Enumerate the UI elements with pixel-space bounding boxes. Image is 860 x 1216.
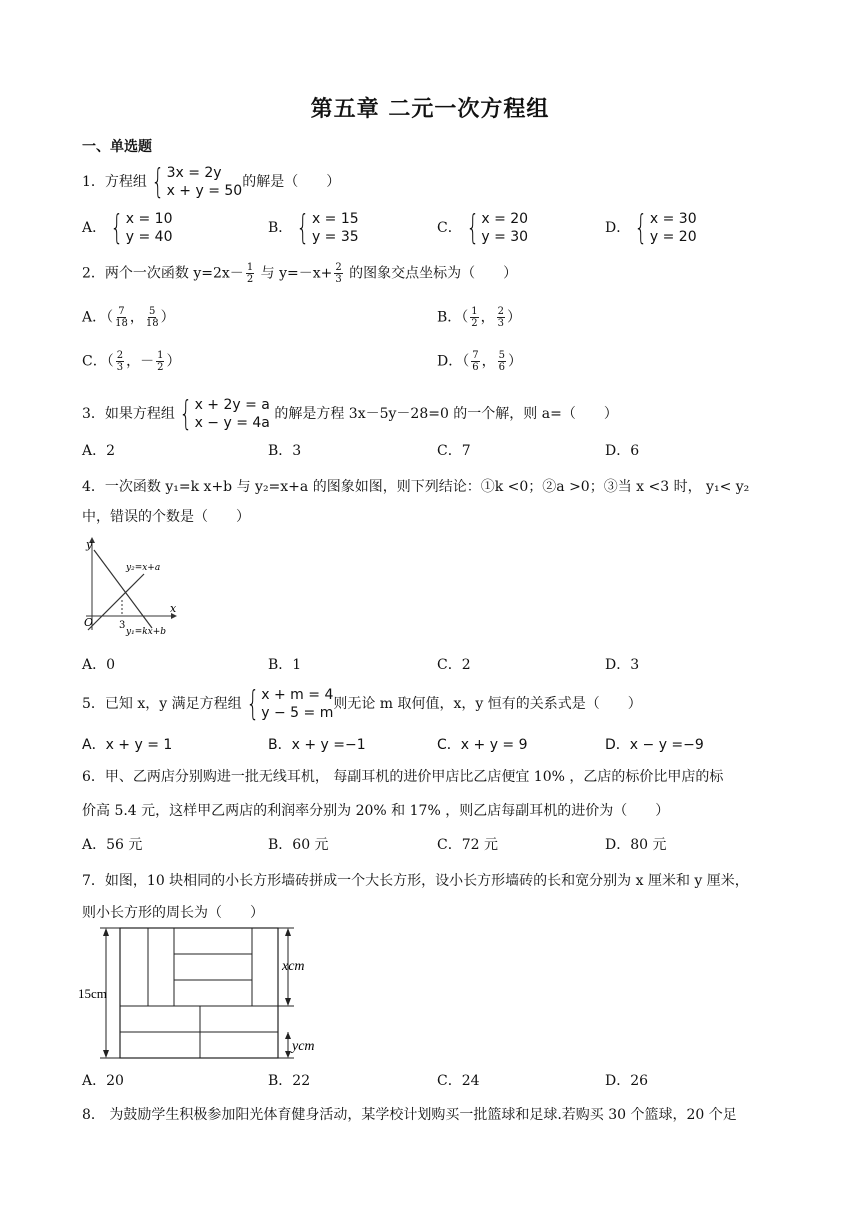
q3-option-b: B．3 — [268, 443, 302, 459]
q2-option-c: C．（ $\frac{2}{3}$ ，－ $\frac{1}{2}$ ） — [82, 350, 181, 373]
q2-option-d: D．（ $\frac{7}{6}$ ， $\frac{5}{6}$ ） — [437, 350, 522, 373]
q7-option-d: D．26 — [605, 1073, 649, 1089]
q4-option-d: D．3 — [605, 657, 640, 673]
q4-option-b: B．1 — [268, 657, 302, 673]
q6-option-a: A．56 元 — [82, 837, 143, 853]
q1-option-c: C． { x = 20 y = 30 — [437, 208, 529, 248]
q4-function-graph — [82, 534, 182, 638]
q7-brick-figure — [78, 926, 328, 1060]
section-heading: 一、单选题 — [82, 139, 152, 155]
q1-suffix: 的解是（ ） — [242, 174, 341, 190]
question-6-line2: 价高 5.4 元，这样甲乙两店的利润率分别为 20% 和 17% ，则乙店每副耳机的进价为（ ） — [82, 803, 670, 819]
question-6-line1: 6．甲、乙两店分别购进一批无线耳机， 每副耳机的进价甲店比乙店便宜 10% ，乙店的标价比甲店的标 — [82, 769, 724, 785]
graph-x-label: x — [170, 602, 177, 615]
q5-option-b: B．x + y =−1 — [268, 737, 366, 753]
question-7-line1: 7．如图，10 块相同的小长方形墙砖拼成一个大长方形，设小长方形墙砖的长和宽分别为 x 厘米和 y 厘米， — [82, 873, 749, 889]
graph-line-y2-label: y₂=x+a — [126, 563, 161, 573]
q5-option-d: D．x − y =−9 — [605, 737, 704, 753]
graph-tick-3: 3 — [119, 620, 126, 631]
q1-prefix: 1．方程组 — [82, 174, 147, 190]
q4-option-c: C．2 — [437, 657, 471, 673]
q3-option-c: C．7 — [437, 443, 471, 459]
q5-option-c: C．x + y = 9 — [437, 737, 528, 753]
question-3: 3．如果方程组 { x + 2y = a x − y = 4a 的解是方程 3x－5y－28=0 的一个解，则 a=（ ） — [82, 394, 618, 434]
q6-option-b: B．60 元 — [268, 837, 329, 853]
q7-option-b: B．22 — [268, 1073, 311, 1089]
q1-option-d: D． { x = 30 y = 20 — [605, 208, 697, 248]
q3-option-d: D．6 — [605, 443, 640, 459]
figure-height-label: 15cm — [78, 986, 107, 1001]
q1-option-a: A． { x = 10 y = 40 — [82, 208, 173, 248]
question-2: 2．两个一次函数 y=2x－ $\frac{1}{2}$ 与 y=－x+ $\frac{2}{3}$ 的图象交点坐标为（ ） — [82, 262, 518, 285]
q4-option-a: A．0 — [82, 657, 116, 673]
q1-option-b: B． { x = 15 y = 35 — [268, 208, 359, 248]
q1-eq1: 3x = 2y — [166, 165, 222, 181]
q5-option-a: A．x + y = 1 — [82, 737, 173, 753]
q6-option-d: D．80 元 — [605, 837, 667, 853]
question-5: 5．已知 x，y 满足方程组 { x + m = 4 y − 5 = m 则无论 m 取何值，x，y 恒有的关系式是（ ） — [82, 684, 642, 724]
question-4-line2: 中，错误的个数是（ ） — [82, 509, 250, 525]
q3-option-a: A．2 — [82, 443, 116, 459]
q1-system: { 3x = 2y x + y = 50 — [151, 162, 243, 202]
graph-line-y1-label: y₁=kx+b — [126, 627, 167, 637]
question-1 — [82, 164, 340, 200]
question-7-line2: 则小长方形的周长为（ ） — [82, 905, 264, 921]
question-8-line1: 8． 为鼓励学生积极参加阳光体育健身活动，某学校计划购买一批篮球和足球.若购买 30 个篮球，20 个足 — [82, 1107, 737, 1123]
graph-y-label: y — [86, 538, 93, 551]
question-4-line1: 4．一次函数 y₁=k x+b 与 y₂=x+a 的图象如图，则下列结论：①k <0；②a >0；③当 x <3 时， y₁< y₂ — [82, 479, 750, 495]
q6-option-c: C．72 元 — [437, 837, 498, 853]
graph-origin-label: O — [84, 616, 94, 629]
q7-option-c: C．24 — [437, 1073, 480, 1089]
q2-option-b: B．（ $\frac{1}{2}$ ， $\frac{2}{3}$ ） — [437, 306, 522, 329]
page-title: 第五章 二元一次方程组 — [310, 97, 550, 122]
figure-y-label: ycm — [292, 1039, 315, 1054]
q1-eq2: x + y = 50 — [166, 183, 243, 199]
q2-option-a: A．（ $\frac{7}{18}$ ， $\frac{5}{18}$ ） — [82, 306, 175, 329]
q7-option-a: A．20 — [82, 1073, 124, 1089]
figure-x-label: xcm — [282, 959, 305, 974]
